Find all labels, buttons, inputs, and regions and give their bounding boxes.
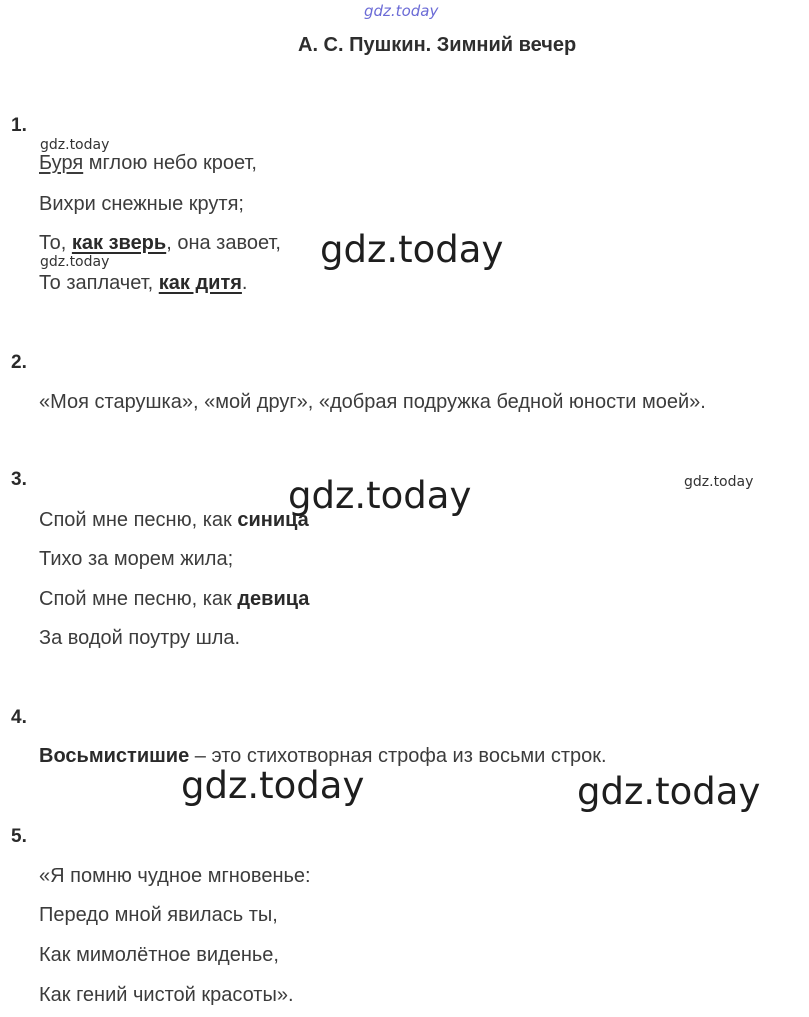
poem-line [39,509,309,532]
comparison-word: синица [237,509,309,531]
poem-line [39,272,247,295]
line-text: , она завоет, [166,232,281,254]
watermark-small: gdz.today [684,474,754,490]
question-number-2: 2. [11,352,27,373]
poem-line: «Я помню чудное мгновенье: [39,865,311,887]
watermark-large: gdz.today [181,764,365,807]
poem-line [39,152,257,175]
poem-line [39,588,309,611]
definition: – это стихотворная строфа из восьми строк. [189,745,607,767]
line-text: Спой мне песню, как [39,588,238,610]
highlighted-word: Буря [39,152,84,174]
page-title: А. С. Пушкин. Зимний вечер [298,34,577,56]
line-text: То, [39,232,72,254]
watermark-small: gdz.today [40,137,110,153]
question-number-3: 3. [11,469,27,490]
poem-line: Вихри снежные крутя; [39,193,244,215]
poem-line: Как мимолётное виденье, [39,944,279,966]
comparison-word: девица [237,588,310,610]
line-text: . [241,272,248,294]
question-number-4: 4. [11,707,27,728]
poem-line: Передо мной явилась ты, [39,904,278,926]
watermark-large: gdz.today [288,474,472,517]
question-number-5: 5. [11,826,27,847]
line-text: мглою небо кроет, [83,152,257,174]
watermark-large: gdz.today [577,770,761,813]
question-number-1: 1. [11,115,27,136]
watermark-large: gdz.today [320,228,504,271]
watermark-small: gdz.today [40,254,110,270]
term: Восьмистишие [39,745,190,767]
comparison-phrase: как дитя [158,272,242,294]
comparison-phrase: как зверь [71,232,167,254]
poem-line [39,232,281,255]
watermark-top: gdz.today [364,2,439,20]
poem-line: Тихо за морем жила; [39,548,234,570]
line-text: Спой мне песню, как [39,509,238,531]
poem-line: Как гений чистой красоты». [39,984,294,1006]
poem-line: За водой поутру шла. [39,627,241,649]
line-text: То заплачет, [39,272,159,294]
answer-text: «Моя старушка», «мой друг», «добрая подружка бедной юности моей». [39,391,706,413]
